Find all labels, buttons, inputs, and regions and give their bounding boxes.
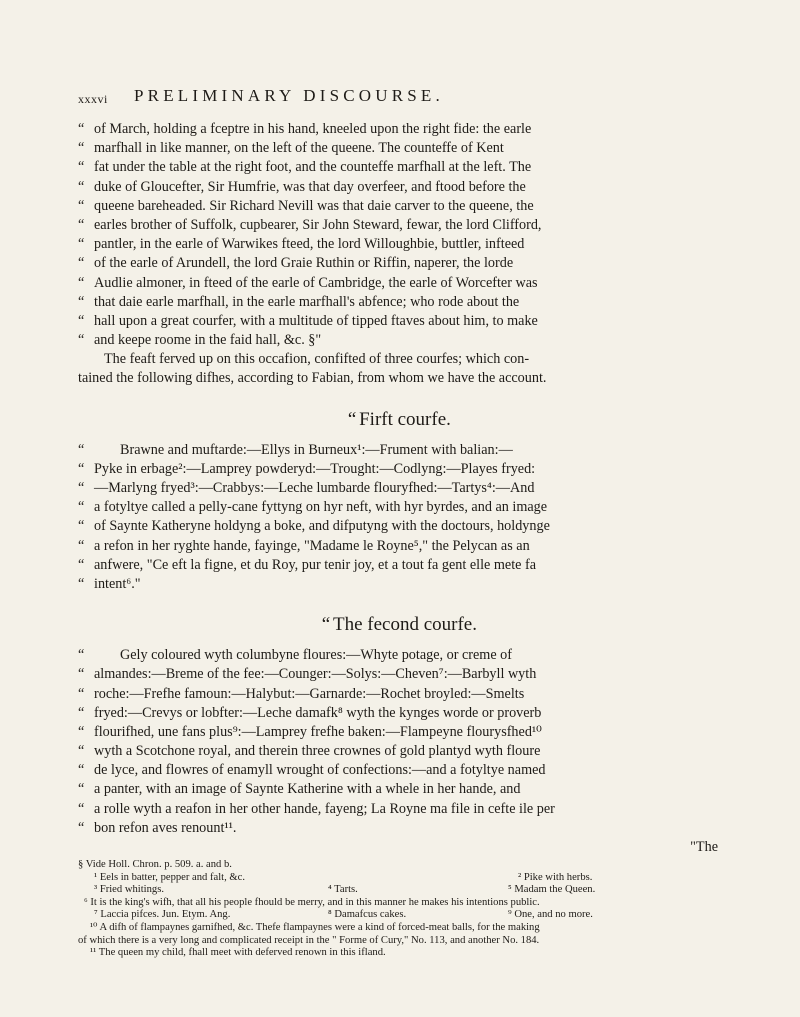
text-line: “ earles brother of Suffolk, cupbearer, Sir John Steward, fewar, the lord Clifford, [78, 216, 542, 233]
footnote: ⁹ One, and no more. [508, 909, 593, 921]
text-line: “ de lyce, and flowres of enamyll wrought of confections:—and a fotyltye named [78, 762, 546, 779]
second-course-heading: “ The fecond courfe. [321, 614, 477, 636]
first-course-heading: “ Firft courfe. [347, 408, 451, 430]
page-header [78, 86, 710, 110]
text-line: “ that daie earle marfhall, in the earle marfhall's abfence; who rode about the [78, 293, 520, 310]
text-line: “ Audlie almoner, in fteed of the earle of Cambridge, the earle of Worcefter was [78, 274, 538, 291]
footnote: ⁴ Tarts. [328, 884, 358, 896]
second-course-list [78, 646, 718, 857]
text-line: “ fryed:—Crevys or lobfter:—Leche damafk⁸ wyth the kynges worde or proverb [78, 704, 542, 721]
text-line: “ a refon in her ryghte hande, fayinge, "Madame le Royne⁵," the Pelycan as an [78, 537, 530, 554]
text-line: tained the following difhes, according to Fabian, from whom we have the account. [78, 370, 547, 387]
text-line: “ a fotyltye called a pelly-cane fyttyng on hyr neft, with hyr byrdes, and an image [78, 499, 548, 516]
footnote: ¹⁰ A difh of flampaynes garnifhed, &c. Thefe flampaynes were a kind of forced-meat balls, for the making [90, 921, 540, 933]
text-line: “ a panter, with an image of Saynte Katherine with a whele in her hande, and [78, 781, 521, 798]
text-line: “ —Marlyng fryed³:—Crabbys:—Leche lumbarde flouryfhed:—Tartys⁴:—And [78, 480, 535, 496]
text-line: “ duke of Gloucefter, Sir Humfrie, was that day overfeer, and ftood before the [78, 178, 526, 195]
footnote: ¹¹ The queen my child, fhall meet with deferved renown in this ifland. [90, 947, 386, 959]
transition-paragraph [78, 350, 718, 388]
footnote: ⁶ It is the king's wifh, that all his people fhould be merry, and in this manner he makes his intentions public. [84, 896, 540, 908]
text-line: “ queene bareheaded. Sir Richard Nevill was that daie carver to the queene, the [78, 197, 534, 214]
body-text [78, 120, 718, 857]
text-line: “ of the earle of Arundell, the lord Graie Ruthin or Riffin, naperer, the lorde [78, 255, 514, 272]
text-line: The feaft ferved up on this occafion, confifted of three courfes; which con- [104, 351, 530, 368]
text-line: “ a rolle wyth a reafon in her other hande, fayeng; La Royne ma file in cefte ile per [78, 800, 555, 817]
footnote: ³ Fried whitings. [94, 884, 164, 896]
footnote-continuation: of which there is a very long and complicated receipt in the " Forme of Cury," No. 113, and another No. 184. [78, 934, 540, 946]
intro-paragraph [78, 120, 718, 350]
footnote-row [78, 872, 718, 885]
catchword: "The [690, 839, 718, 855]
text-line: “ flourifhed, une fans plus⁹:—Lamprey frefhe baken:—Flampeyne flourysfhed¹⁰ [78, 723, 542, 740]
text-line: “ and keepe roome in the faid hall, &c. §" [78, 332, 322, 349]
footnote: ⁵ Madam the Queen. [508, 884, 596, 896]
text-line: “ Pyke in erbage²:—Lamprey powderyd:—Trought:—Codlyng:—Playes fryed: [78, 460, 536, 477]
text-line: “ bon refon aves renount¹¹. [78, 819, 237, 836]
text-line: “ fat under the table at the right foot, and the counteffe marfhall at the left. The [78, 159, 532, 176]
footnote-row [78, 884, 718, 897]
text-line: “ wyth a Scotchone royal, and therein three crownes of gold plantyd wyth floure [78, 743, 541, 760]
footnote: ⁸ Damafcus cakes. [328, 909, 407, 921]
running-head: PRELIMINARY DISCOURSE. [134, 86, 444, 105]
footnote-row [78, 909, 718, 922]
text-line: “ hall upon a great courfer, with a multitude of tipped ftaves about him, to make [78, 312, 538, 329]
text-line: “ intent⁶." [78, 575, 141, 592]
text-line: “ pantler, in the earle of Warwikes fteed, the lord Willoughbie, buttler, infteed [78, 236, 525, 253]
footnote: ² Pike with herbs. [518, 871, 593, 883]
footnote: ⁷ Laccia pifces. Jun. Etym. Ang. [94, 909, 231, 921]
footnote: § Vide Holl. Chron. p. 509. a. and b. [78, 859, 232, 870]
footnote: ¹ Eels in batter, pepper and falt, &c. [94, 871, 246, 883]
text-line: “ Brawne and muftarde:—Ellys in Burneux¹:—Frument with balian:— [78, 441, 513, 458]
footnotes [78, 859, 718, 960]
text-line: “ marfhall in like manner, on the left of the queene. The counteffe of Kent [78, 140, 504, 157]
page-number: xxxvi [78, 92, 108, 106]
text-line: “ Gely coloured wyth columbyne floures:—Whyte potage, or creme of [78, 647, 512, 664]
text-line: “ of March, holding a fceptre in his hand, kneeled upon the right fide: the earle [78, 121, 532, 137]
text-line: “ almandes:—Breme of the fee:—Counger:—Solys:—Cheven⁷:—Barbyll wyth [78, 666, 537, 683]
text-line: “ of Saynte Katheryne holdyng a boke, and difputyng with the doctours, holdynge [78, 518, 550, 535]
text-line: “ roche:—Frefhe famoun:—Halybut:—Garnarde:—Rochet broyled:—Smelts [78, 685, 525, 702]
first-course-list [78, 441, 718, 595]
text-line: “ anfwere, "Ce eft la figne, et du Roy, pur tenir joy, et a tout fa gent elle mete fa [78, 556, 537, 573]
